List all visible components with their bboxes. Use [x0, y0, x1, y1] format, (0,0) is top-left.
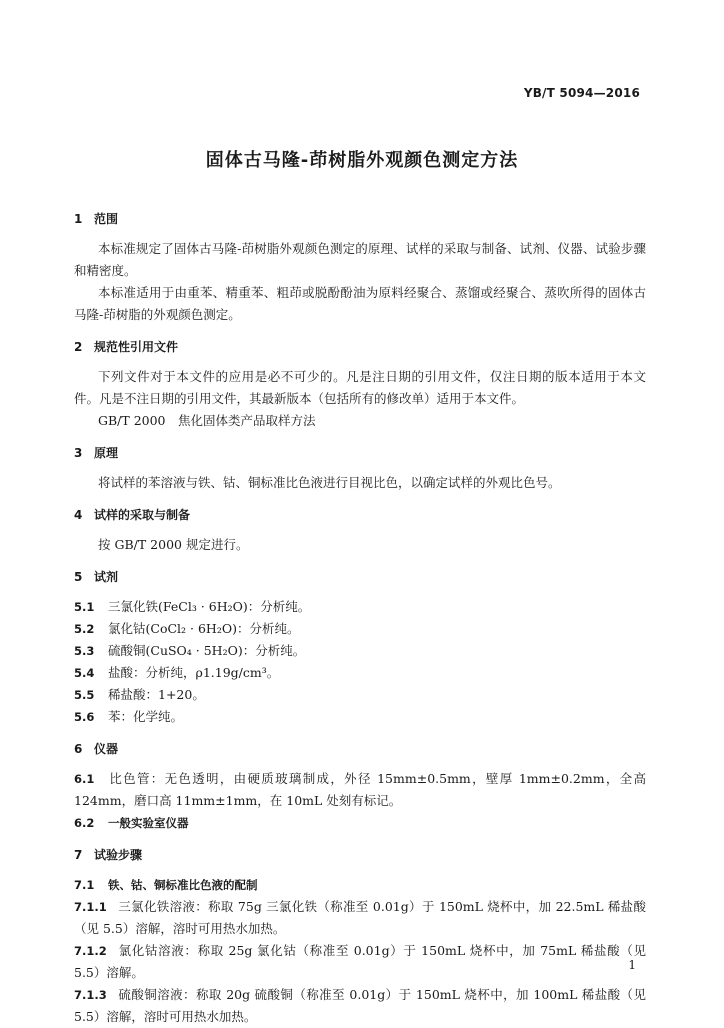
item-text: 苯：化学纯。 — [108, 709, 184, 724]
document-body — [74, 208, 646, 1028]
item-text: 比色管：无色透明，由硬质玻璃制成，外径 15mm±0.5mm，壁厚 1mm±0.2mm，全高 124mm，磨口高 11mm±1mm，在 10mL 处刻有标记。 — [74, 771, 646, 808]
section-title: 试剂 — [94, 570, 119, 584]
paragraph: 将试样的苯溶液与铁、钴、铜标准比色液进行目视比色，以确定试样的外观比色号。 — [98, 475, 561, 490]
item-number: 6.2 — [74, 816, 95, 830]
section-heading-sampling — [74, 504, 646, 526]
procedure-item — [74, 940, 646, 984]
reagent-item — [74, 684, 646, 706]
item-number: 5.3 — [74, 644, 95, 658]
section-number: 5 — [74, 570, 83, 584]
item-number: 5.2 — [74, 622, 95, 636]
item-text: 稀盐酸：1+20。 — [108, 687, 205, 702]
section-heading-scope — [74, 208, 646, 230]
section-heading-apparatus — [74, 738, 646, 760]
reference-entry: GB/T 2000 焦化固体类产品取样方法 — [98, 413, 316, 428]
reagent-item — [74, 596, 646, 618]
procedure-item — [74, 896, 646, 940]
section-number: 6 — [74, 742, 83, 756]
section-title: 原理 — [94, 446, 119, 460]
document-title: 固体古马隆-茚树脂外观颜色测定方法 — [205, 150, 519, 171]
section-number: 3 — [74, 446, 83, 460]
section-title: 规范性引用文件 — [94, 340, 179, 354]
item-number: 7.1 — [74, 878, 95, 892]
section-number: 1 — [74, 212, 83, 226]
item-text: 氯化钴溶液：称取 25g 氯化钴（称准至 0.01g）于 150mL 烧杯中，加 75mL 稀盐酸（见 5.5）溶解。 — [74, 943, 646, 980]
item-number: 5.5 — [74, 688, 95, 702]
section-title: 范围 — [94, 212, 119, 226]
item-text: 三氯化铁(FeCl₃ · 6H₂O)：分析纯。 — [108, 599, 311, 614]
item-number: 5.6 — [74, 710, 95, 724]
item-text: 盐酸：分析纯，ρ1.19g/cm³。 — [108, 665, 280, 680]
item-text: 硫酸铜(CuSO₄ · 5H₂O)：分析纯。 — [108, 643, 306, 658]
item-number: 5.1 — [74, 600, 95, 614]
standard-number: YB/T 5094—2016 — [523, 86, 640, 100]
reagent-item — [74, 618, 646, 640]
section-title: 仪器 — [94, 742, 119, 756]
item-number: 6.1 — [74, 772, 95, 786]
item-text: 铁、钴、铜标准比色液的配制 — [108, 878, 258, 892]
section-number: 7 — [74, 848, 83, 862]
section-heading-normative-references — [74, 336, 646, 358]
item-number: 7.1.2 — [74, 944, 107, 958]
page-number: 1 — [628, 958, 636, 972]
section-heading-procedure — [74, 844, 646, 866]
section-title: 试样的采取与制备 — [94, 508, 191, 522]
item-text: 三氯化铁溶液：称取 75g 三氯化铁（称准至 0.01g）于 150mL 烧杯中，加 22.5mL 稀盐酸（见 5.5）溶解，溶时可用热水加热。 — [74, 899, 646, 936]
section-title: 试验步骤 — [94, 848, 143, 862]
reagent-item — [74, 662, 646, 684]
section-number: 2 — [74, 340, 83, 354]
item-number: 7.1.3 — [74, 988, 107, 1002]
item-text: 一般实验室仪器 — [108, 816, 189, 830]
paragraph: 下列文件对于本文件的应用是必不可少的。凡是注日期的引用文件，仅注日期的版本适用于本文件。凡是不注日期的引用文件，其最新版本（包括所有的修改单）适用于本文件。 — [74, 369, 646, 406]
reagent-item — [74, 706, 646, 728]
reagent-item — [74, 640, 646, 662]
item-number: 7.1.1 — [74, 900, 107, 914]
paragraph: 本标准规定了固体古马隆-茚树脂外观颜色测定的原理、试样的采取与制备、试剂、仪器、试验步骤和精密度。 — [74, 241, 646, 278]
section-number: 4 — [74, 508, 83, 522]
section-heading-reagents — [74, 566, 646, 588]
apparatus-item — [74, 768, 646, 812]
item-number: 5.4 — [74, 666, 95, 680]
paragraph: 本标准适用于由重苯、精重苯、粗茚或脱酚酚油为原料经聚合、蒸馏或经聚合、蒸吹所得的固体古马隆-茚树脂的外观颜色测定。 — [74, 285, 646, 322]
paragraph: 按 GB/T 2000 规定进行。 — [98, 537, 249, 552]
apparatus-item — [74, 812, 646, 834]
subsection-heading — [74, 874, 646, 896]
section-heading-principle — [74, 442, 646, 464]
item-text: 氯化钴(CoCl₂ · 6H₂O)：分析纯。 — [108, 621, 300, 636]
item-text: 硫酸铜溶液：称取 20g 硫酸铜（称准至 0.01g）于 150mL 烧杯中，加 100mL 稀盐酸（见 5.5）溶解，溶时可用热水加热。 — [74, 987, 646, 1024]
procedure-item — [74, 984, 646, 1028]
